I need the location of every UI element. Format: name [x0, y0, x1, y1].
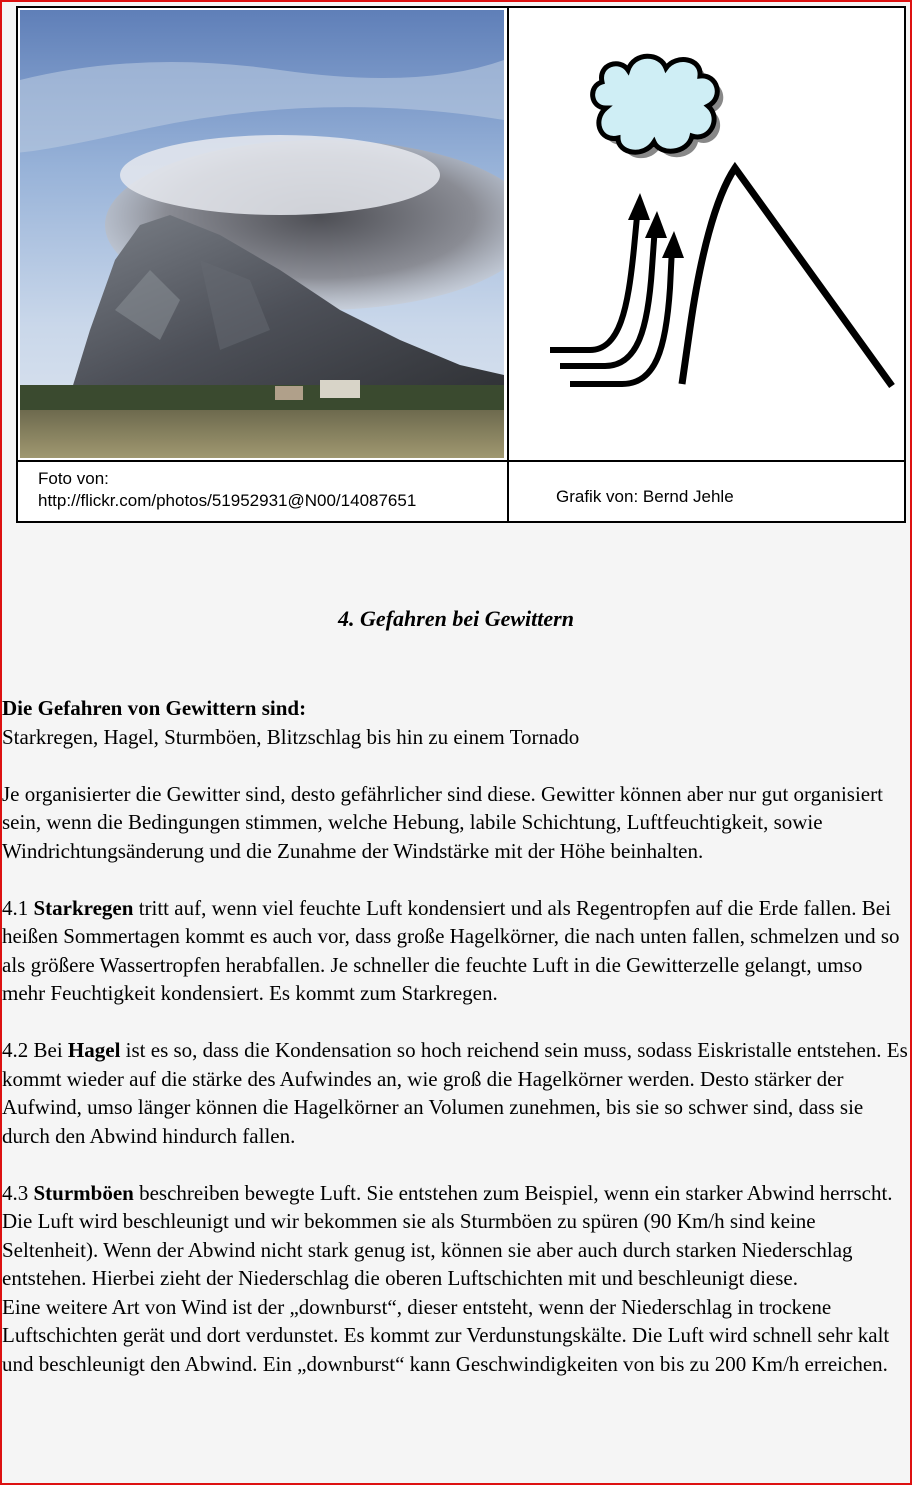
term-sturmboeen: Sturmböen	[33, 1180, 134, 1205]
section-sturmboeen	[2, 1179, 910, 1293]
photo-caption	[38, 468, 498, 512]
section-number: 4.3	[2, 1180, 29, 1205]
graphic-caption: Grafik von: Bernd Jehle	[556, 487, 734, 506]
figure-table	[16, 6, 906, 523]
term-starkregen: Starkregen	[33, 895, 134, 920]
section-hagel	[2, 1036, 910, 1150]
section-heading: 4. Gefahren bei Gewittern	[338, 606, 574, 631]
photo-caption-url: http://flickr.com/photos/51952931@N00/14087651	[38, 491, 417, 510]
photo-caption-label: Foto von:	[38, 469, 109, 488]
table-divider-horizontal	[18, 460, 904, 462]
document-body	[2, 694, 910, 1378]
rock-with-cloud-photo	[20, 10, 504, 458]
table-divider-vertical	[507, 8, 509, 523]
section-number: 4.2 Bei	[2, 1038, 63, 1062]
section-text: beschreiben bewegte Luft. Sie entstehen zum Beispiel, wenn ein starker Abwind herrscht. Die Luft wird beschleunigt und wir bekommen sie als Sturmböen zu spüren (90 Km/h sind keine Seltenheit). Wenn der Abwind nicht stark genug ist, können sie aber auch durch starken Niederschlag entstehen. Hierbei zieht der Niederschlag die oberen Luftschichten mit und beschleunigt diese.	[2, 1180, 893, 1290]
section-text: ist es so, dass die Kondensation so hoch reichend sein muss, sodass Eiskristalle entstehen. Es kommt wieder auf die stärke des Aufwindes an, wie groß die Hagelkörner werden. Desto stärker der Aufwind, umso länger können die Hagelkörner an Volumen zunehmen, bis sie so schwer sind, dass sie durch den Abwind hindurch fallen.	[2, 1038, 908, 1148]
intro-title: Die Gefahren von Gewittern sind:	[2, 696, 307, 720]
intro-list: Starkregen, Hagel, Sturmböen, Blitzschlag bis hin zu einem Tornado	[2, 724, 580, 749]
paragraph-downburst: Eine weitere Art von Wind ist der „downburst“, dieser entsteht, wenn der Niederschlag in trockene Luftschichten gerät und dort verdunstet. Es kommt zur Verdunstungskälte. Die Luft wird schnell sehr kalt und beschleunigt den Abwind. Ein „downburst“ kann Geschwindigkeiten von bis zu 200 Km/h erreichen.	[2, 1294, 890, 1376]
section-starkregen	[2, 894, 910, 1008]
term-hagel: Hagel	[67, 1038, 121, 1062]
paragraph-organisation: Je organisierter die Gewitter sind, desto gefährlicher sind diese. Gewitter können aber nur gut organisiert sein, wenn die Bedingungen stimmen, welche Hebung, labile Schichtung, Luftfeuchtigkeit, sowie Windrichtungsänderung und die Zunahme der Windstärke mit der Höhe beinhalten.	[2, 781, 883, 863]
section-number: 4.1	[2, 895, 29, 920]
section-text: tritt auf, wenn viel feuchte Luft kondensiert und als Regentropfen auf die Erde fallen. Bei heißen Sommertagen kommt es auch vor, dass große Hagelkörner, die nach unten fallen, schmelzen und so als größere Wassertropfen herabfallen. Je schneller die feuchte Luft in die Gewitterzelle gelangt, umso mehr Feuchtigkeit kondensiert. Es kommt zum Starkregen.	[2, 895, 900, 1005]
cloud-updraft-diagram	[510, 8, 904, 460]
